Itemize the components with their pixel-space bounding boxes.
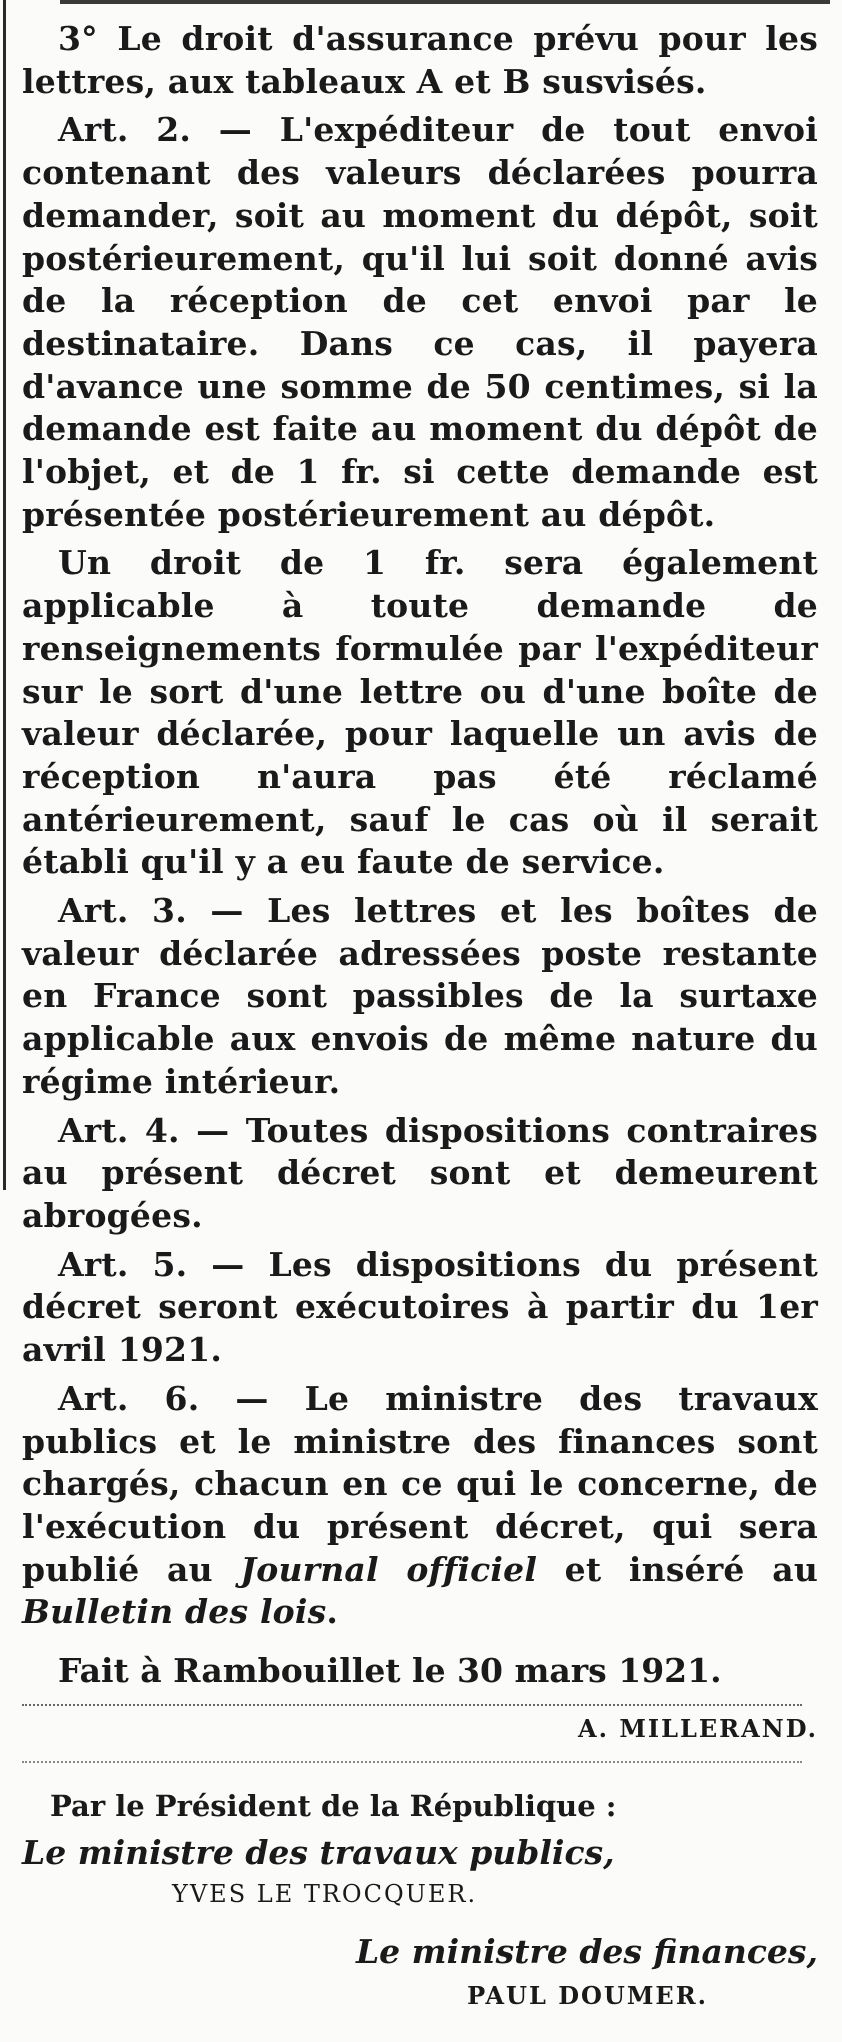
article-heading: Art. 4. — [58, 1110, 230, 1150]
bulletin-title: Bulletin des lois [22, 1592, 327, 1632]
article-4 [22, 1110, 818, 1238]
dotted-separator [22, 1704, 802, 1706]
dotted-separator-2 [22, 1761, 802, 1763]
article-text: Toutes dispositions contraires au présent décret sont et demeurent abrogées. [22, 1110, 818, 1235]
by-president-line: Par le Président de la République : [50, 1789, 617, 1824]
article-3 [22, 890, 818, 1104]
article-text-before: Le ministre des travaux publics et le ministre des finances sont chargés, chacun en ce qui le concerne, de l'exécution du présent décret, qui sera publié au [22, 1378, 818, 1589]
minister-public-works-title: Le ministre des travaux publics, [22, 1833, 615, 1873]
president-signature: A. MILLERAND. [578, 1714, 818, 1744]
minister-finance-title: Le ministre des finances, [355, 1932, 818, 1972]
article-text: L'expéditeur de tout envoi contenant des valeurs déclarées pourra demander, soit au moment du dépôt, soit postérieurement, qu'il lui soit donné avis de la réception de cet envoi par le destinataire. Dans ce cas, il payera d'avance une somme de 50 centimes, si la demande est faite au moment du dépôt de l'objet, et de 1 fr. si cette demande est présentée postérieurement au dépôt. [22, 110, 818, 534]
article-heading: Art. 6. — [58, 1378, 269, 1418]
article-text: Les dispositions du présent décret seront exécutoires à partir du 1er avril 1921. [22, 1244, 818, 1370]
article-2 [22, 109, 818, 536]
place-date-line: Fait à Rambouillet le 30 mars 1921. [58, 1651, 722, 1691]
article-5 [22, 1244, 818, 1372]
left-column-rule [3, 0, 6, 1190]
minister-finance-name: PAUL DOUMER. [467, 1981, 708, 2011]
article-text-middle: et inséré au [537, 1549, 819, 1589]
top-rule [60, 0, 830, 4]
paragraph-insurance-right [22, 18, 818, 103]
article-heading: Art. 3. — [58, 891, 244, 931]
paragraph-text: Un droit de 1 fr. sera également applicable à toute demande de renseignements formulée par l'expéditeur sur le sort d'une lettre ou d'une boîte de valeur déclarée, pour laquelle un avis de réception n'aura pas été réclamé antérieurement, sauf le cas où il serait établi qu'il y a eu faute de service. [22, 543, 818, 882]
minister-public-works-name: YVES LE TROCQUER. [172, 1880, 478, 1909]
journal-title: Journal officiel [240, 1549, 538, 1589]
article-heading: Art. 2. — [58, 110, 252, 150]
article-6 [22, 1378, 818, 1634]
article-text-after: . [326, 1592, 339, 1632]
text-column [22, 18, 818, 2010]
article-text: Les lettres et les boîtes de valeur déclarée adressées poste restante en France sont passibles de la surtaxe applicable aux envois de même nature du régime intérieur. [22, 891, 818, 1101]
paragraph-fee [22, 542, 818, 884]
article-heading: Art. 5. — [58, 1244, 245, 1284]
paragraph-text: 3° Le droit d'assurance prévu pour les lettres, aux tableaux A et B susvisés. [22, 19, 818, 101]
